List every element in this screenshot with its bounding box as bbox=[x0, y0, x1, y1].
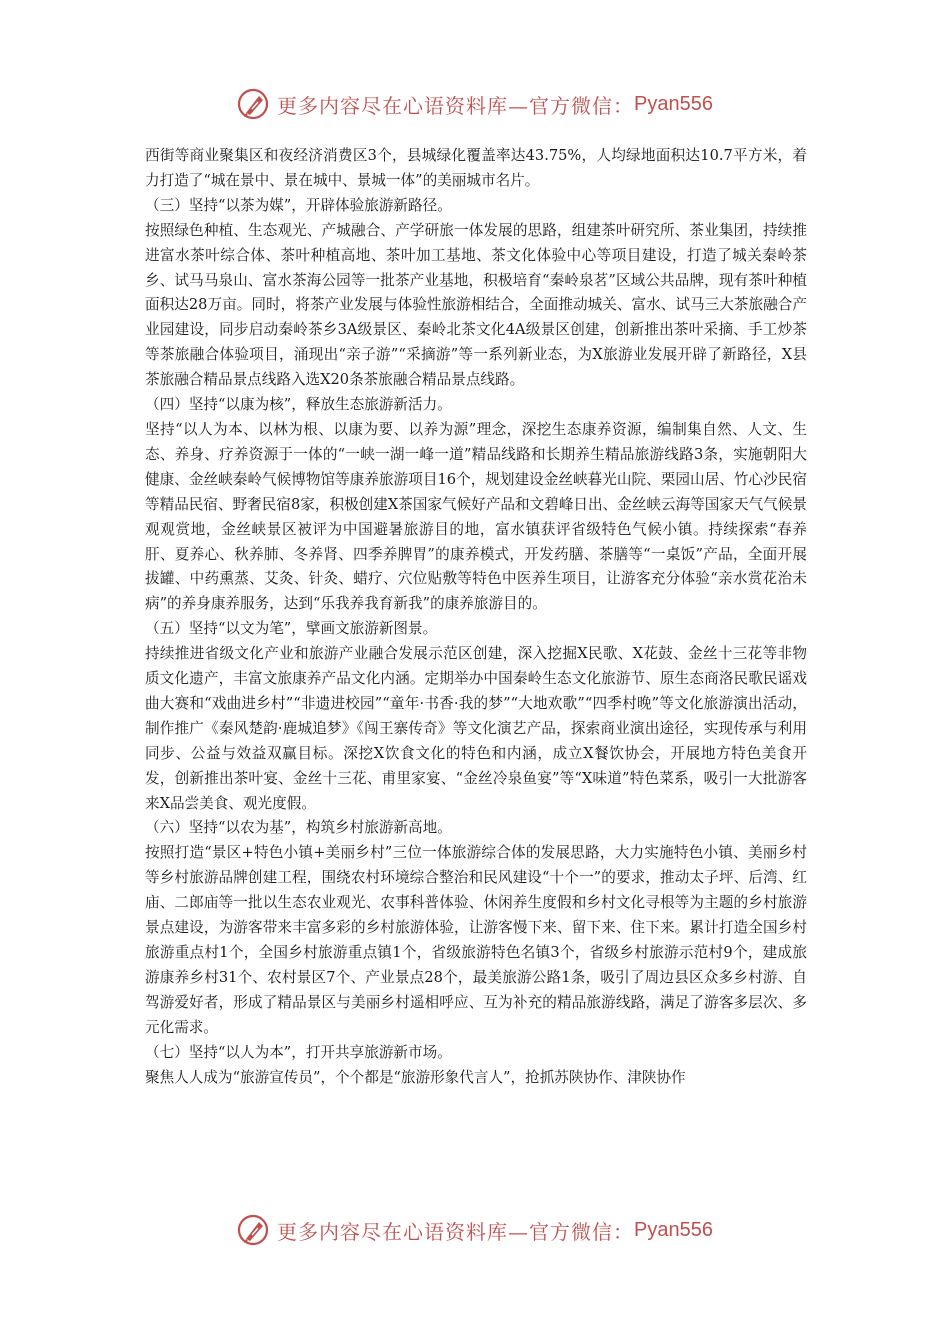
footer-watermark-banner bbox=[0, 1210, 950, 1250]
paragraph-rural-tourism: 按照打造“景区+特色小镇+美丽乡村”三位一体旅游综合体的发展思路，大力实施特色小镇、美丽乡村等乡村旅游品牌创建工程，围绕农村环境综合整治和民风建设“十个一”的要求，推动太子坪、后湾、红庙、二郎庙等一批以生态农业观光、农事科普体验、休闲养生度假和乡村文化寻根等为主题的乡村旅游景点建设，为游客带来丰富多彩的乡村旅游体验，让游客慢下来、留下来、住下来。累计打造全国乡村旅游重点村1个，全国乡村旅游重点镇1个，省级旅游特色名镇3个，省级乡村旅游示范村9个，建成旅游康养乡村31个、农村景区7个、产业景点28个，最美旅游公路1条，吸引了周边县区众多乡村游、自驾游爱好者，形成了精品景区与美丽乡村遥相呼应、互为补充的精品旅游线路，满足了游客多层次、多元化需求。 bbox=[145, 844, 807, 1036]
header-watermark-banner bbox=[0, 84, 950, 124]
banner-wechat-id: Pyan556 bbox=[634, 92, 713, 115]
section-heading-5: （五）坚持“以文为笔”，擘画文旅游新图景。 bbox=[145, 620, 438, 638]
banner-wechat-id: Pyan556 bbox=[634, 1218, 713, 1241]
section-heading-6: （六）坚持“以农为基”，构筑乡村旅游新高地。 bbox=[145, 819, 452, 837]
paragraph-health-tourism: 坚持“以人为本、以林为根、以康为要、以养为源”理念，深挖生态康养资源，编制集自然、人文、生态、养身、疗养资源于一体的“一峡一湖一峰一道”精品线路和长期养生精品旅游线路3条，实施朝阳大健康、金丝峡秦岭气候博物馆等康养旅游项目16个，规划建设金丝峡暮光山院、栗园山居、竹心沙民宿等精品民宿、野奢民宿8家，积极创建X茶国家气候好产品和文碧峰日出、金丝峡云海等国家天气气候景观观赏地，金丝峡景区被评为中国避暑旅游目的地，富水镇获评省级特色气候小镇。持续探索“春养肝、夏养心、秋养肺、冬养肾、四季养脾胃”的康养模式，开发药膳、茶膳等“一桌饭”产品，全面开展拔罐、中药熏蒸、艾灸、针灸、蜡疗、穴位贴敷等特色中医养生项目，让游客充分体验“亲水赏花治未病”的养身康养服务，达到“乐我养我育新我”的康养旅游目的。 bbox=[145, 420, 807, 613]
banner-text: 更多内容尽在心语资料库—官方微信： bbox=[277, 93, 635, 118]
section-heading-7: （七）坚持“以人为本”，打开共享旅游新市场。 bbox=[145, 1043, 452, 1061]
section-heading-3: （三）坚持“以茶为媒”，开辟体验旅游新路径。 bbox=[145, 196, 452, 214]
pen-nib-logo-icon bbox=[237, 1213, 271, 1247]
banner-text: 更多内容尽在心语资料库—官方微信： bbox=[277, 1219, 635, 1244]
paragraph-continuation: 西街等商业聚集区和夜经济消费区3个，县城绿化覆盖率达43.75%，人均绿地面积达10.7平方米，着力打造了“城在景中、景在城中、景城一体”的美丽城市名片。 bbox=[145, 147, 807, 189]
paragraph-culture-tourism: 持续推进省级文化产业和旅游产业融合发展示范区创建，深入挖掘X民歌、X花鼓、金丝十三花等非物质文化遗产，丰富文旅康养产品文化内涵。定期举办中国秦岭生态文化旅游节、原生态商洛民歌民谣戏曲大赛和“戏曲进乡村”“非遗进校园”“童年·书香·我的梦”“大地欢歌”“四季村晚”等文化旅游演出活动，制作推广《秦风楚韵·鹿城追梦》《闯王寨传奇》等文化演艺产品，探索商业演出途径，实现传承与利用同步、公益与效益双赢目标。深挖X饮食文化的特色和内涵，成立X餐饮协会，开展地方特色美食开发，创新推出茶叶宴、金丝十三花、甫里家宴、“金丝冷泉鱼宴”等“X味道”特色菜系，吸引一大批游客来X品尝美食、观光度假。 bbox=[145, 645, 807, 812]
paragraph-tea-tourism: 按照绿色种植、生态观光、产城融合、产学研旅一体发展的思路，组建茶叶研究所、茶业集团，持续推进富水茶叶综合体、茶叶种植高地、茶叶加工基地、茶文化体验中心等项目建设，打造了城关秦岭茶乡、试马马泉山、富水茶海公园等一批茶产业基地，积极培育“秦岭泉茗”区域公共品牌，现有茶叶种植面积达28万亩。同时，将茶产业发展与体验性旅游相结合，全面推动城关、富水、试马三大茶旅融合产业园建设，同步启动秦岭茶乡3A级景区、秦岭北茶文化4A级景区创建，创新推出茶叶采摘、手工炒茶等茶旅融合体验项目，涌现出“亲子游”“采摘游”等一系列新业态，为X旅游业发展开辟了新路径，X县茶旅融合精品景点线路入选X20条茶旅融合精品景点线路。 bbox=[145, 221, 807, 389]
paragraph-shared-tourism: 聚焦人人成为“旅游宣传员”，个个都是“旅游形象代言人”，抢抓苏陕协作、津陕协作 bbox=[145, 1068, 686, 1086]
section-heading-4: （四）坚持“以康为核”，释放生态旅游新活力。 bbox=[145, 396, 452, 414]
pen-nib-logo-icon bbox=[237, 87, 271, 121]
document-body bbox=[145, 144, 807, 1090]
